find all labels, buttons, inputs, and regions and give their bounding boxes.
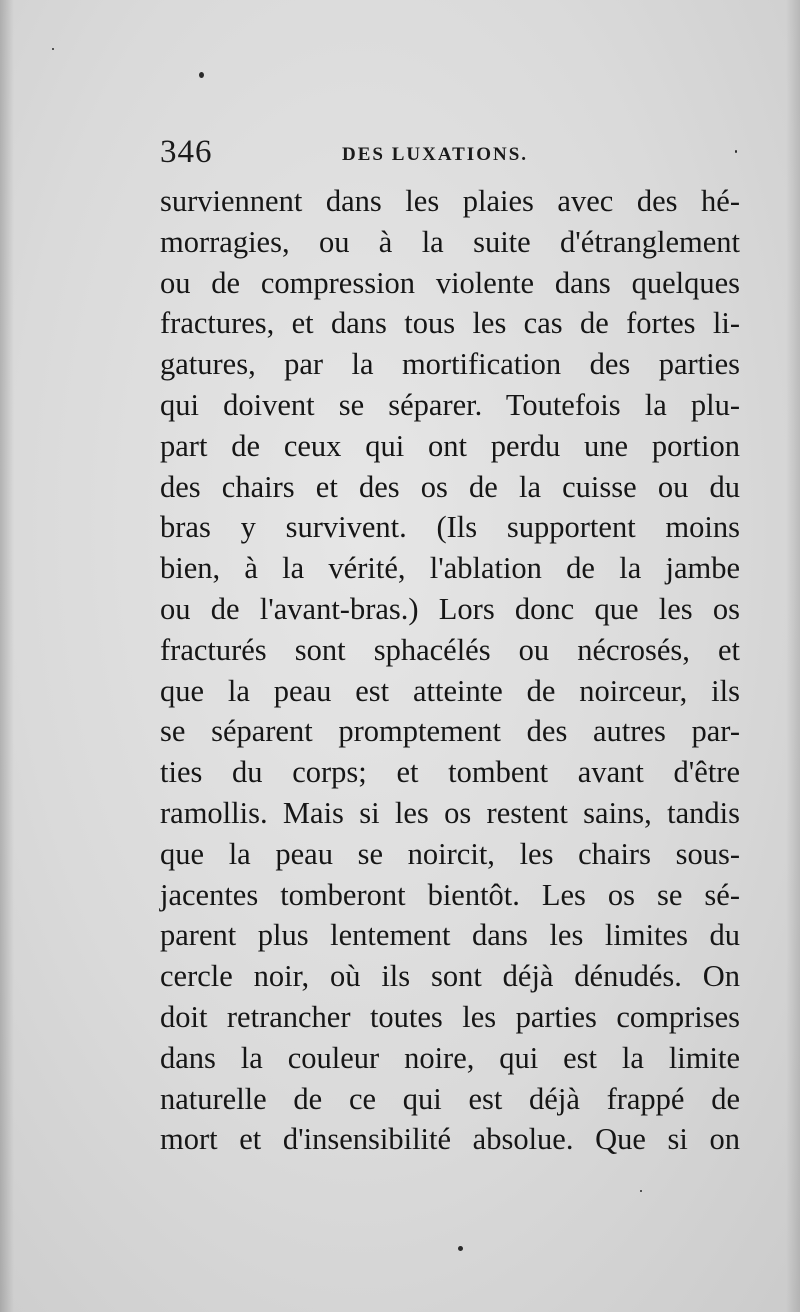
page-edge-shadow-left <box>0 0 14 1312</box>
text-line: ou de l'avant-bras.) Lors donc que les os <box>160 591 740 626</box>
text-line: fracturés sont sphacélés ou nécrosés, et <box>160 632 740 667</box>
page-header <box>160 134 740 174</box>
text-line: mort et d'insensibilité absolue. Que si on <box>160 1122 740 1157</box>
paper-speck <box>458 1246 463 1251</box>
text-line: ramollis. Mais si les os restent sains, tandis <box>160 795 740 830</box>
text-line: se séparent promptement des autres par- <box>160 714 740 749</box>
text-line: bien, à la vérité, l'ablation de la jambe <box>160 551 740 586</box>
text-line: parent plus lentement dans les limites du <box>160 918 740 953</box>
text-line: doit retrancher toutes les parties comprises <box>160 999 740 1034</box>
text-line: bras y survivent. (Ils supportent moins <box>160 510 740 545</box>
text-line: que la peau est atteinte de noirceur, ils <box>160 673 740 708</box>
page-number: 346 <box>160 134 213 170</box>
text-line: fractures, et dans tous les cas de fortes li- <box>160 306 740 341</box>
text-line: dans la couleur noire, qui est la limite <box>160 1040 740 1075</box>
text-line: des chairs et des os de la cuisse ou du <box>160 469 740 504</box>
text-line: ties du corps; et tombent avant d'être <box>160 755 740 790</box>
text-line: que la peau se noircit, les chairs sous- <box>160 836 740 871</box>
body-text <box>160 181 740 1160</box>
page-edge-shadow-right <box>786 0 800 1312</box>
running-head: DES LUXATIONS. <box>342 144 529 165</box>
text-line: gatures, par la mortification des parties <box>160 347 740 382</box>
text-line: naturelle de ce qui est déjà frappé de <box>160 1081 740 1116</box>
paper-speck <box>640 1190 642 1192</box>
paper-speck <box>52 48 54 50</box>
text-line: ou de compression violente dans quelques <box>160 265 740 300</box>
text-line: qui doivent se séparer. Toutefois la plu- <box>160 387 740 422</box>
text-line: surviennent dans les plaies avec des hé- <box>160 184 740 218</box>
paper-speck <box>199 72 204 78</box>
text-line: morragies, ou à la suite d'étranglement <box>160 224 740 259</box>
text-line: part de ceux qui ont perdu une portion <box>160 428 740 463</box>
text-line: jacentes tomberont bientôt. Les os se sé- <box>160 877 740 912</box>
text-line: cercle noir, où ils sont déjà dénudés. On <box>160 959 740 994</box>
